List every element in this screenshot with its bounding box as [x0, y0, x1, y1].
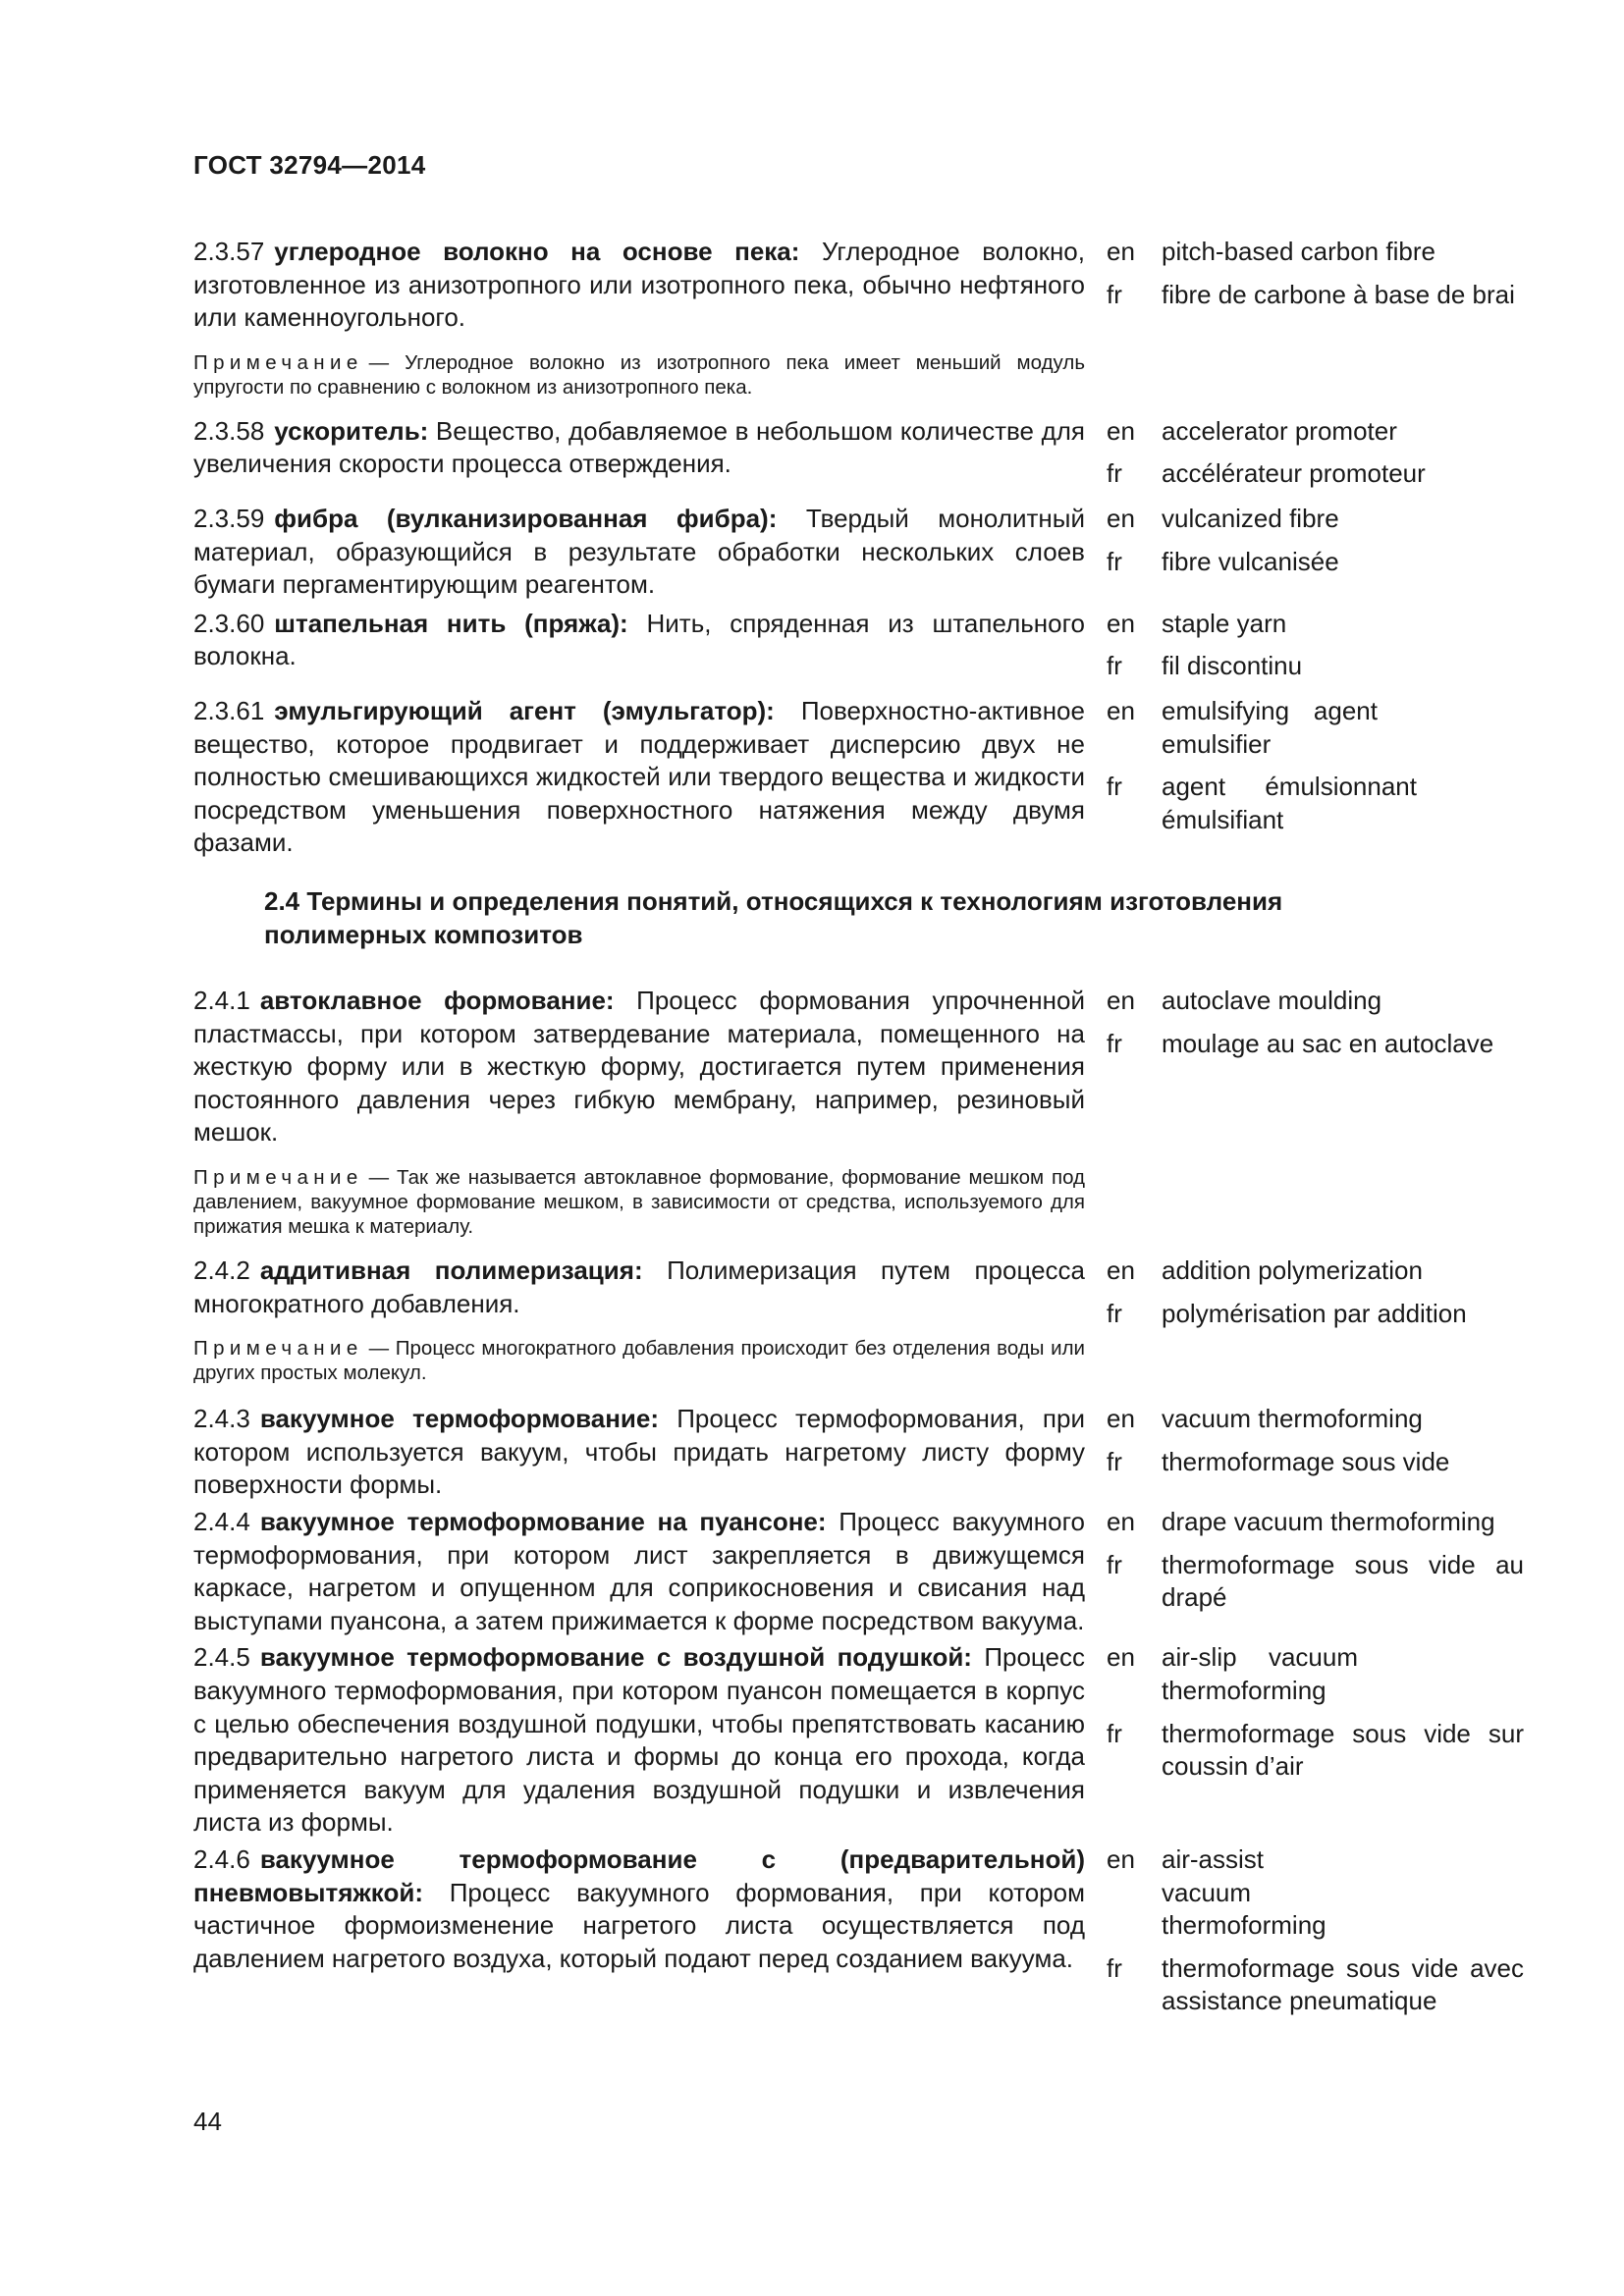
term-ru [193, 1506, 1085, 1637]
translation-fr [1107, 1718, 1524, 1784]
term-definition: Вещество, добавляемое в небольшом количестве для увеличения скорости процесса отверждения. [193, 415, 1085, 479]
term-note [193, 1336, 1085, 1385]
term-entry [193, 1506, 1524, 1637]
translation-fr [1107, 771, 1524, 836]
term-number: 2.3.60 [193, 608, 265, 638]
term-definition: Поверхностно-активное вещество, которое продвигает и поддерживает дисперсию двух не полностью смешивающихся жидкостей или твердого вещества и жидкости посредством уменьшения поверхностного натяжения между двумя фазами. [193, 695, 1085, 858]
translation-text: air-assist vacuum thermoforming [1162, 1843, 1326, 1941]
term-number: 2.4.5 [193, 1642, 250, 1673]
translation-fr [1107, 1952, 1524, 2018]
lang-code: fr [1107, 1028, 1122, 1058]
translation-en [1107, 1403, 1524, 1436]
lang-code: en [1107, 986, 1135, 1016]
term-definition: Полимеризация путем процесса многократного добавления. [193, 1255, 1085, 1318]
term-translations [1107, 236, 1524, 321]
translation-text: thermoformage sous vide au drapé [1162, 1549, 1524, 1613]
translation-text: polymérisation par addition [1162, 1298, 1467, 1328]
note-label: Примечание [193, 1166, 363, 1190]
lang-code: fr [1107, 772, 1122, 802]
term-title: фибра (вулканизированная фибра): [274, 503, 778, 533]
term-definition: Процесс вакуумного термоформования, при котором пуансон помещается в корпус с целью обеспечения воздушной подушки, чтобы препятствовать касанию предварительно нагретого листа и формы до конца его прохода, когда применяется вакуум для удаления воздушной подушки и извлечения листа из формы. [193, 1642, 1085, 1838]
translation-text: accélérateur promoteur [1162, 458, 1426, 489]
term-definition: Процесс термоформования, при котором используется вакуум, чтобы придать нагретому листу форму поверхности формы. [193, 1404, 1085, 1500]
translation-en [1107, 415, 1524, 449]
term-entry [193, 415, 1524, 501]
term-title: эмульгирующий агент (эмульгатор): [274, 695, 775, 725]
translation-text: fibre de carbone à base de brai [1162, 279, 1515, 309]
lang-code: fr [1107, 279, 1122, 309]
translation-fr [1107, 1549, 1524, 1615]
term-translations [1107, 985, 1524, 1070]
lang-code: fr [1107, 1952, 1122, 1983]
term-ru [193, 1403, 1085, 1502]
translation-text: thermoformage sous vide [1162, 1446, 1450, 1476]
translation-text: accelerator promoter [1162, 415, 1397, 446]
translation-text: thermoformage sous vide sur coussin d’air [1162, 1718, 1524, 1782]
translation-text: moulage au sac en autoclave [1162, 1028, 1494, 1058]
term-translations [1107, 415, 1524, 501]
lang-code: en [1107, 695, 1135, 725]
translation-fr [1107, 1446, 1524, 1479]
term-number: 2.3.61 [193, 695, 265, 725]
term-translations [1107, 695, 1524, 846]
translation-fr [1107, 546, 1524, 579]
term-ru [193, 1843, 1085, 1975]
translation-text: autoclave moulding [1162, 986, 1382, 1016]
term-entry [193, 608, 1524, 693]
term-definition: Твердый монолитный материал, образующийся в результате обработки нескольких слоев бумаги пергаментирующим реагентом. [193, 503, 1085, 600]
term-ru [193, 236, 1085, 400]
translation-fr [1107, 650, 1524, 683]
term-translations [1107, 1255, 1524, 1340]
term-ru [193, 415, 1085, 481]
term-title: ускоритель: [274, 415, 429, 446]
translation-en [1107, 1843, 1524, 1943]
term-entry [193, 1641, 1524, 1840]
lang-code: fr [1107, 1446, 1122, 1476]
note-text: — Процесс многократного добавления происходит без отделения воды или других простых молекул. [193, 1337, 1085, 1385]
translation-en [1107, 236, 1524, 269]
lang-code: fr [1107, 546, 1122, 576]
translation-en [1107, 1641, 1524, 1707]
translation-text: agent émulsionnant émulsifiant [1162, 772, 1417, 834]
translation-text: vacuum thermoforming [1162, 1404, 1423, 1434]
term-translations [1107, 1506, 1524, 1625]
translation-text: emulsifying agent emulsifier [1162, 695, 1378, 759]
translation-fr [1107, 457, 1524, 491]
translation-text: air-slip vacuum thermoforming [1162, 1642, 1358, 1705]
translation-text: addition polymerization [1162, 1255, 1423, 1286]
lang-code: en [1107, 1507, 1135, 1537]
translation-text: thermoformage sous vide avec assistance pneumatique [1162, 1952, 1524, 2016]
term-translations [1107, 1403, 1524, 1488]
term-number: 2.4.2 [193, 1255, 250, 1286]
term-number: 2.3.59 [193, 503, 265, 533]
term-entry [193, 1843, 1524, 2028]
term-translations [1107, 608, 1524, 693]
term-entry [193, 985, 1524, 1239]
translation-text: staple yarn [1162, 608, 1287, 638]
translation-text: fibre vulcanisée [1162, 546, 1339, 576]
term-translations [1107, 1641, 1524, 1792]
term-number: 2.3.58 [193, 415, 265, 446]
lang-code: fr [1107, 1549, 1122, 1579]
term-definition: Процесс вакуумного термоформования, при котором лист закрепляется в движущемся каркасе, нагретом и опущенном для соприкосновения и свисания над выступами пуансона, а затем прижимается к форме посредством вакуума. [193, 1507, 1085, 1635]
term-title: автоклавное формование: [259, 986, 615, 1016]
term-definition: Процесс формования упрочненной пластмассы, при котором затвердевание материала, помещенного на жесткую форму или в жесткую форму, достигается путем применения постоянного давления через гибкую мембрану, например, резиновый мешок. [193, 986, 1085, 1148]
section-heading: 2.4 Термины и определения понятий, относящихся к технологиям изготовления полимерных композитов [264, 885, 1283, 949]
translation-en [1107, 1506, 1524, 1539]
translation-en [1107, 608, 1524, 641]
note-text: — Так же называется автоклавное формование, формование мешком под давлением, вакуумное формование мешком, в зависимости от средства, используемого для прижатия мешка к материалу. [193, 1166, 1085, 1239]
term-ru [193, 985, 1085, 1239]
translation-en [1107, 1255, 1524, 1288]
note-label: Примечание [193, 1337, 363, 1361]
term-title: углеродное волокно на основе пека: [274, 237, 800, 266]
lang-code: fr [1107, 651, 1122, 681]
term-ru [193, 503, 1085, 602]
translation-fr [1107, 279, 1524, 312]
term-entry [193, 1255, 1524, 1385]
term-title: вакуумное термоформование: [259, 1404, 659, 1434]
note-label: Примечание [193, 350, 363, 374]
term-number: 2.4.3 [193, 1404, 250, 1434]
page-header: ГОСТ 32794—2014 [193, 150, 426, 180]
term-definition: Нить, спряденная из штапельного волокна. [193, 608, 1085, 671]
lang-code: en [1107, 415, 1135, 446]
term-entry [193, 503, 1524, 602]
term-ru [193, 695, 1085, 860]
term-title: аддитивная полимеризация: [259, 1255, 643, 1286]
term-number: 2.4.6 [193, 1843, 250, 1874]
lang-code: en [1107, 608, 1135, 638]
term-title: вакуумное термоформование на пуансоне: [259, 1507, 827, 1537]
lang-code: fr [1107, 1718, 1122, 1748]
term-translations [1107, 1843, 1524, 2028]
term-note [193, 1165, 1085, 1239]
translation-fr [1107, 1028, 1524, 1061]
term-definition: Углеродное волокно, изготовленное из анизотропного или изотропного пека, обычно нефтяного или каменноугольного. [193, 237, 1085, 333]
term-title: вакуумное термоформование с (предварительной) пневмовытяжкой: [193, 1843, 1085, 1907]
term-entry [193, 1403, 1524, 1502]
term-ru [193, 1641, 1085, 1840]
translation-en [1107, 503, 1524, 536]
term-number: 2.3.57 [193, 237, 265, 266]
lang-code: en [1107, 1255, 1135, 1286]
lang-code: en [1107, 1404, 1135, 1434]
translation-text: vulcanized fibre [1162, 503, 1339, 533]
lang-code: en [1107, 237, 1135, 266]
term-number: 2.4.4 [193, 1507, 250, 1537]
term-title: вакуумное термоформование с воздушной подушкой: [259, 1642, 972, 1673]
lang-code: en [1107, 503, 1135, 533]
term-title: штапельная нить (пряжа): [274, 608, 628, 638]
term-entry [193, 695, 1524, 860]
translation-en [1107, 985, 1524, 1018]
term-definition: Процесс вакуумного формования, при котором частичное формоизменение нагретого листа осуществляется под давлением нагретого воздуха, который подают перед созданием вакуума. [193, 1877, 1085, 1973]
lang-code: fr [1107, 1298, 1122, 1328]
translation-fr [1107, 1298, 1524, 1331]
term-translations [1107, 503, 1524, 588]
lang-code: fr [1107, 458, 1122, 489]
translation-text: drape vacuum thermoforming [1162, 1507, 1495, 1537]
page-content [193, 236, 1524, 2028]
lang-code: en [1107, 1642, 1135, 1673]
translation-en [1107, 695, 1524, 761]
term-entry [193, 236, 1524, 400]
translation-text: pitch-based carbon fibre [1162, 237, 1435, 266]
term-number: 2.4.1 [193, 986, 250, 1016]
note-text: — Углеродное волокно из изотропного пека имеет меньший модуль упругости по сравнению с волокном из анизотропного пека. [193, 350, 1085, 399]
term-ru [193, 1255, 1085, 1385]
translation-text: fil discontinu [1162, 651, 1303, 681]
term-ru [193, 608, 1085, 673]
page-number: 44 [193, 2107, 222, 2136]
term-note [193, 350, 1085, 400]
lang-code: en [1107, 1843, 1135, 1874]
